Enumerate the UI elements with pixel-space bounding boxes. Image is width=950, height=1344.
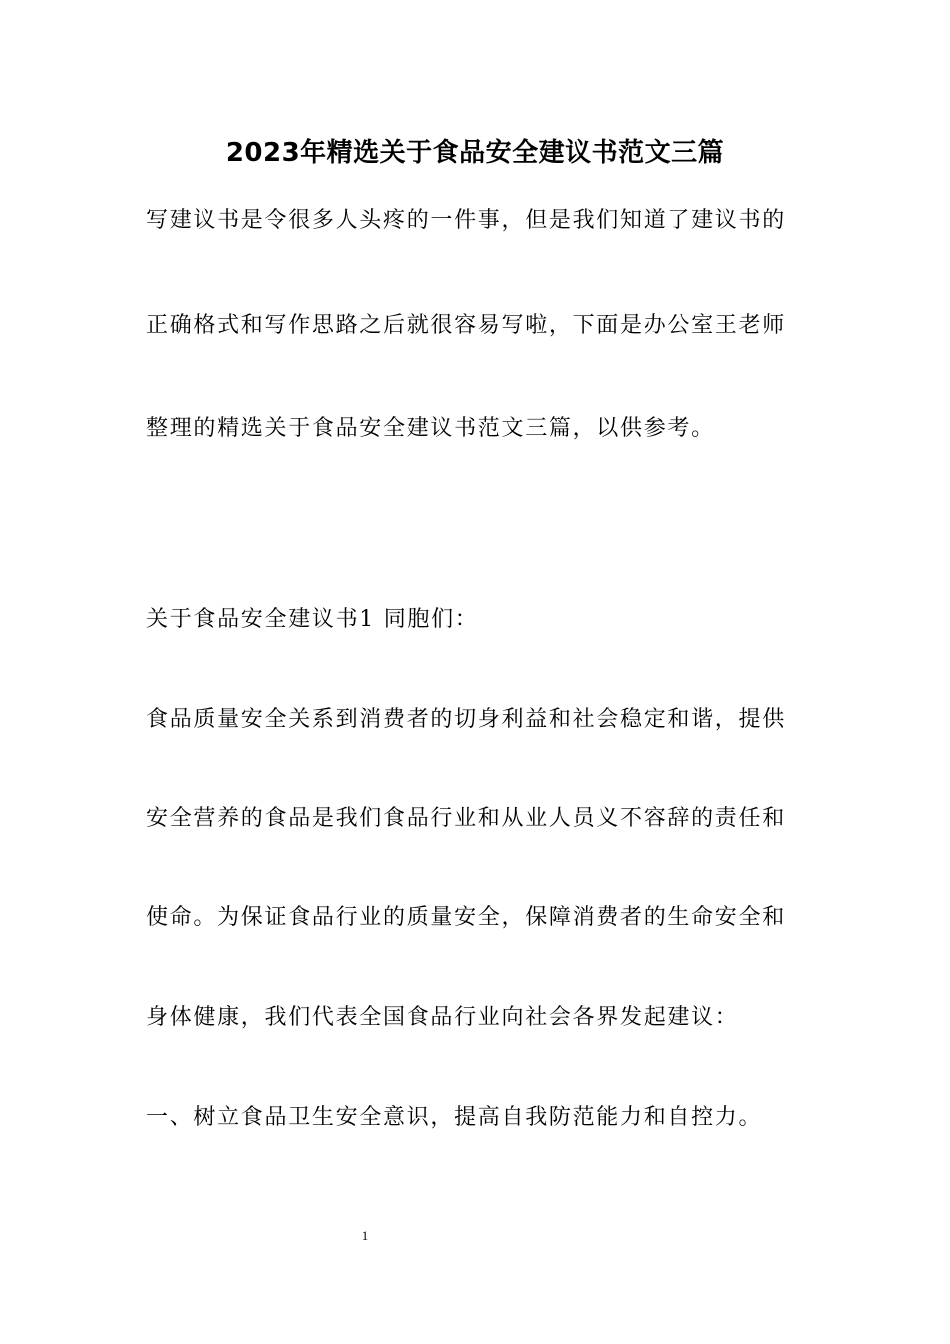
paragraph-line: 安全营养的食品是我们食品行业和从业人员义不容辞的责任和 [146,806,786,831]
document-title: 2023年精选关于食品安全建议书范文三篇 [225,138,725,168]
paragraph-line: 正确格式和写作思路之后就很容易写啦，下面是办公室王老师 [146,313,786,338]
paragraph-line: 写建议书是令很多人头疼的一件事，但是我们知道了建议书的 [146,208,786,233]
section-heading: 关于食品安全建议书1 同胞们： [146,607,479,632]
paragraph-line: 身体健康，我们代表全国食品行业向社会各界发起建议： [146,1005,739,1030]
paragraph-line: 使命。为保证食品行业的质量安全，保障消费者的生命安全和 [146,905,786,930]
page-number: 1 [361,1228,369,1243]
paragraph-line: 食品质量安全关系到消费者的切身利益和社会稳定和谐，提供 [146,707,786,732]
paragraph-line: 整理的精选关于食品安全建议书范文三篇，以供参考。 [146,416,715,441]
paragraph-line: 一、树立食品卫生安全意识，提高自我防范能力和自控力。 [146,1105,763,1130]
